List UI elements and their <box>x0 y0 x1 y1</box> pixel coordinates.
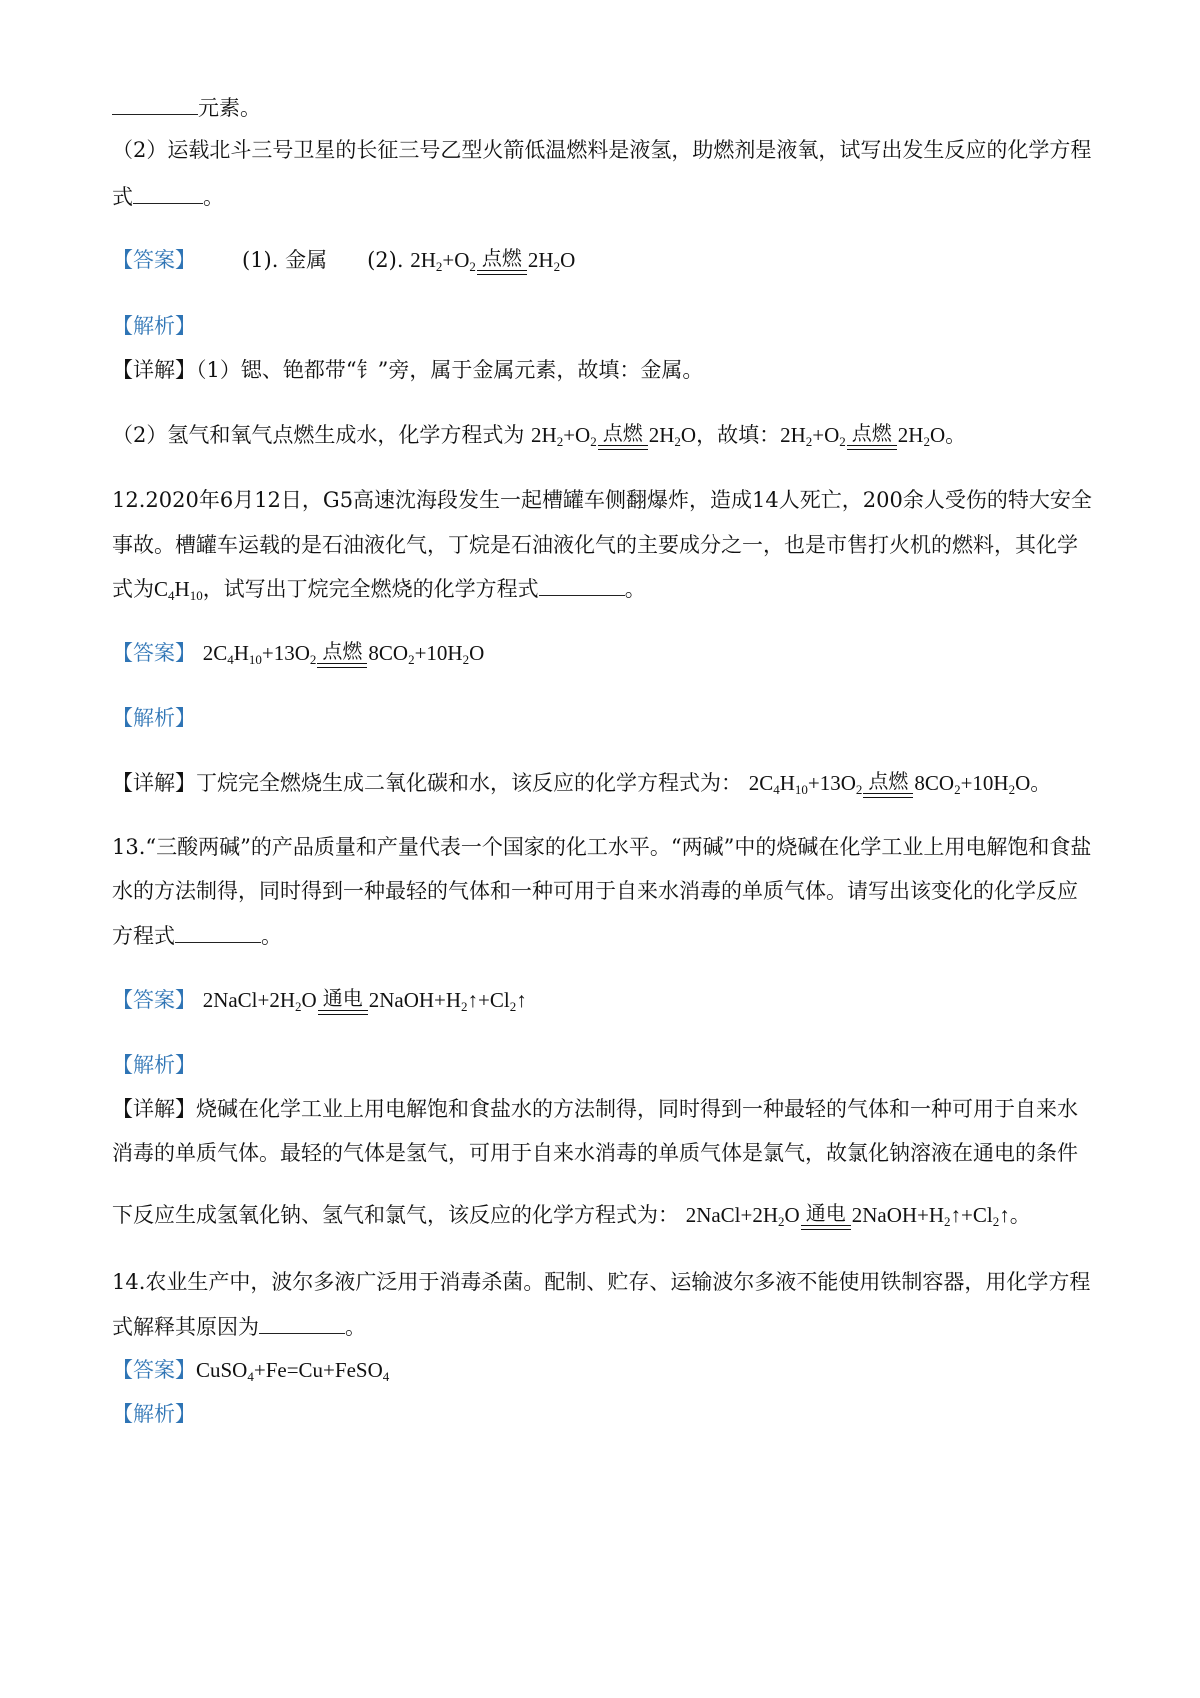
answer-tag: 【答案】 <box>112 988 196 1012</box>
condition-ignite: 点燃 <box>322 641 363 663</box>
condition-ignite: 点燃 <box>868 771 909 793</box>
text: 式解释其原因为 <box>112 1315 259 1339</box>
question-line: 水的方法制得，同时得到一种最轻的气体和一种可用于自来水消毒的单质气体。请写出该变化的化学反应 <box>112 879 1078 903</box>
equals-bar <box>801 1225 851 1230</box>
answer-line <box>112 638 1110 668</box>
condition-ignite: 点燃 <box>851 423 892 445</box>
text: 【详解】丁烷完全燃烧生成二氧化碳和水，该反应的化学方程式为： <box>112 771 742 795</box>
text: 。 <box>945 423 967 447</box>
answer-line <box>112 985 1110 1015</box>
text: 方程式 <box>112 924 175 948</box>
detail-line: 消毒的单质气体。最轻的气体是氢气，可用于自来水消毒的单质气体是氯气，故氯化钠溶液在通电的条件 <box>112 1141 1078 1165</box>
equation-electrolysis: $2NaCl+2H_2O$ 通电 $2NaOH+H_2↑+Cl_2↑$ <box>685 1203 1010 1229</box>
text: （2）氢气和氧气点燃生成水，化学方程式为 <box>112 423 525 447</box>
text: 元素。 <box>198 96 261 120</box>
question-line <box>112 181 1110 212</box>
equals-bar <box>863 793 913 798</box>
equals-bar <box>847 445 897 450</box>
condition-ignite: 点燃 <box>481 248 522 270</box>
question-line: （2）运载北斗三号卫星的长征三号乙型火箭低温燃料是液氢，助燃剂是液氧，试写出发生反应的化学方程 <box>112 138 1092 162</box>
answer-tag: 【答案】 <box>112 248 196 272</box>
fill-blank <box>112 92 198 115</box>
answer-part-2-label: (2). <box>367 248 404 272</box>
question-line: 14.农业生产中，波尔多液广泛用于消毒杀菌。配制、贮存、运输波尔多液不能使用铁制容器，用化学方程 <box>112 1270 1091 1294</box>
fill-blank <box>539 573 625 596</box>
condition-electrify: 通电 <box>805 1203 846 1225</box>
condition-electrify: 通电 <box>322 988 363 1010</box>
equation-butane: $2C_4H_{10}+13O_2$ 点燃 $8CO_2+10H_2O$ <box>202 641 485 667</box>
text: 。 <box>1009 1203 1031 1227</box>
text: 式 <box>112 185 133 209</box>
butane-formula: $C_4H_{10}$ <box>154 577 203 603</box>
analysis-tag: 【解析】 <box>112 1053 196 1077</box>
equals-bar <box>598 445 648 450</box>
equals-bar <box>317 663 367 668</box>
analysis-tag: 【解析】 <box>112 314 196 338</box>
text: 。 <box>624 577 646 601</box>
equation-iron-copper: CuSO$_4$+Fe=Cu+FeSO$_4$ <box>196 1358 390 1384</box>
text: 。 <box>261 924 282 948</box>
equation-electrolysis: $2NaCl+2H_2O$ 通电 $2NaOH+H_2↑+Cl_2↑$ <box>202 988 527 1014</box>
question-line: 12.2020年6月12日，G5高速沈海段发生一起槽罐车侧翻爆炸，造成14人死亡，200余人受伤的特大安全 <box>112 488 1092 512</box>
text: ，试写出丁烷完全燃烧的化学方程式 <box>202 577 539 601</box>
detail-line: 【详解】（1）锶、铯都带“钅”旁，属于金属元素，故填：金属。 <box>112 358 704 382</box>
detail-line: 【详解】烧碱在化学工业上用电解饱和食盐水的方法制得，同时得到一种最轻的气体和一种可用于自来水 <box>112 1097 1078 1121</box>
question-line <box>112 573 1110 604</box>
text: 下反应生成氢氧化钠、氢气和氯气，该反应的化学方程式为： <box>112 1203 679 1227</box>
analysis-tag: 【解析】 <box>112 706 196 730</box>
equation-butane: $2C_4H_{10}+13O_2$ 点燃 $8CO_2+10H_2O$ <box>748 771 1031 797</box>
equals-bar <box>477 270 527 275</box>
text: 式为 <box>112 577 154 601</box>
equals-bar <box>318 1010 368 1015</box>
text: 。 <box>345 1315 366 1339</box>
answer-line <box>112 245 1110 275</box>
fill-blank <box>175 920 261 943</box>
analysis-tag: 【解析】 <box>112 1402 196 1426</box>
detail-line <box>112 420 1110 450</box>
question-line <box>112 920 1110 951</box>
fill-blank <box>259 1311 345 1334</box>
answer-part-1: (1). 金属 <box>242 248 328 272</box>
condition-ignite: 点燃 <box>602 423 643 445</box>
equation-hydrogen: $2H_2+O_2$ 点燃 $2H_2O$ <box>780 423 946 449</box>
equation-hydrogen: $2H_2+O_2$ 点燃 $2H_2O$ <box>410 248 576 274</box>
question-line: 事故。槽罐车运载的是石油液化气，丁烷是石油液化气的主要成分之一，也是市售打火机的燃料，其化学 <box>112 533 1078 557</box>
answer-tag: 【答案】 <box>112 641 196 665</box>
fill-blank <box>133 181 203 204</box>
detail-line <box>112 768 1110 798</box>
text-line <box>112 92 1110 123</box>
question-line <box>112 1311 1110 1342</box>
detail-line <box>112 1200 1110 1230</box>
question-line: 13.“三酸两碱”的产品质量和产量代表一个国家的化工水平。“两碱”中的烧碱在化学工业上用电解饱和食盐 <box>112 835 1092 859</box>
answer-tag: 【答案】 <box>112 1358 196 1382</box>
answer-line <box>112 1355 1110 1385</box>
text: ，故填： <box>696 423 781 447</box>
equation-hydrogen: $2H_2+O_2$ 点燃 $2H_2O$ <box>531 423 697 449</box>
text: 。 <box>1030 771 1052 795</box>
text: 。 <box>203 185 224 209</box>
